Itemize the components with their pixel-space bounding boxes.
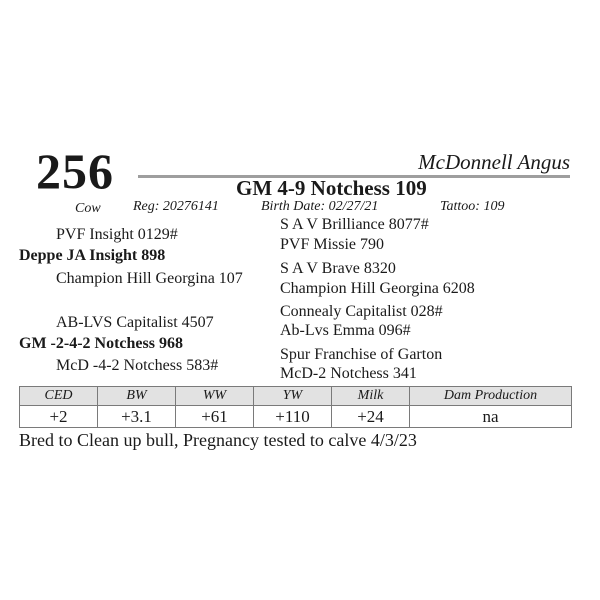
epd-value-dam-production: na bbox=[410, 406, 572, 428]
epd-header-milk: Milk bbox=[332, 387, 410, 406]
tattoo: Tattoo: 109 bbox=[440, 199, 505, 214]
epd-table bbox=[19, 386, 572, 428]
dam-sire: AB-LVS Capitalist 4507 bbox=[56, 314, 214, 331]
dam-dam-sire: Spur Franchise of Garton bbox=[280, 346, 443, 363]
sire: Deppe JA Insight 898 bbox=[19, 247, 166, 264]
dam-sire-sire: Connealy Capitalist 028# bbox=[280, 303, 443, 320]
epd-value-milk: +24 bbox=[332, 406, 410, 428]
dam-dam: McD -4-2 Notchess 583# bbox=[56, 357, 219, 374]
dam: GM -2-4-2 Notchess 968 bbox=[19, 335, 183, 352]
dam-dam-dam: McD-2 Notchess 341 bbox=[280, 365, 417, 382]
breeder-name: McDonnell Angus bbox=[418, 150, 570, 174]
sire-sire-dam: PVF Missie 790 bbox=[280, 236, 385, 253]
sire-sire-sire: S A V Brilliance 8077# bbox=[280, 216, 429, 233]
sire-dam-dam: Champion Hill Georgina 6208 bbox=[280, 280, 475, 297]
lot-number: 256 bbox=[36, 143, 114, 199]
epd-header-bw: BW bbox=[98, 387, 176, 406]
dam-sire-dam: Ab-Lvs Emma 096# bbox=[280, 322, 411, 339]
epd-value-row bbox=[20, 406, 572, 428]
epd-value-bw: +3.1 bbox=[98, 406, 176, 428]
epd-value-yw: +110 bbox=[254, 406, 332, 428]
registration-number: Reg: 20276141 bbox=[133, 199, 219, 214]
epd-value-ced: +2 bbox=[20, 406, 98, 428]
epd-header-ww: WW bbox=[176, 387, 254, 406]
epd-header-row bbox=[20, 387, 572, 406]
epd-header-dam-production: Dam Production bbox=[410, 387, 572, 406]
breeding-note: Bred to Clean up bull, Pregnancy tested to calve 4/3/23 bbox=[19, 430, 417, 450]
epd-header-ced: CED bbox=[20, 387, 98, 406]
sire-sire: PVF Insight 0129# bbox=[56, 226, 178, 243]
birth-date: Birth Date: 02/27/21 bbox=[261, 199, 379, 214]
sire-dam-sire: S A V Brave 8320 bbox=[280, 260, 396, 277]
epd-value-ww: +61 bbox=[176, 406, 254, 428]
animal-sex: Cow bbox=[75, 201, 101, 216]
animal-name: GM 4-9 Notchess 109 bbox=[236, 176, 427, 200]
epd-header-yw: YW bbox=[254, 387, 332, 406]
sire-dam: Champion Hill Georgina 107 bbox=[56, 270, 243, 287]
